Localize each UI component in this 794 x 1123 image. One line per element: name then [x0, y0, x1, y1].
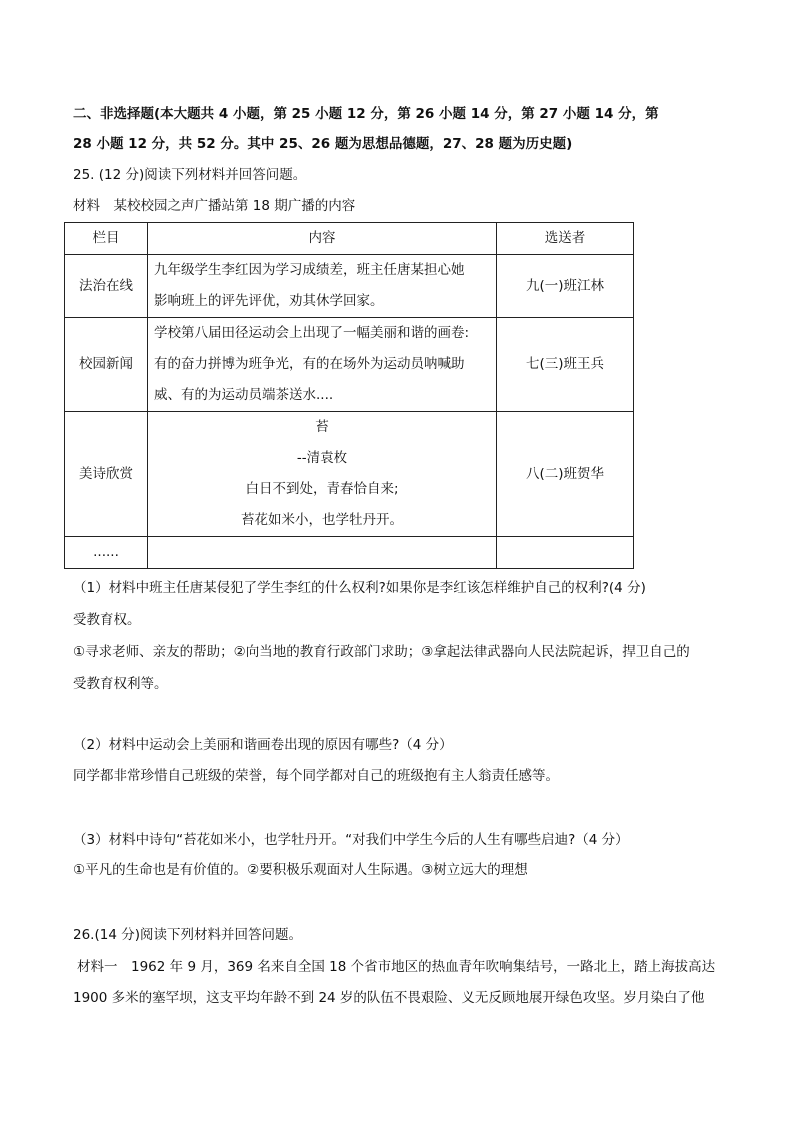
content-line: 威、有的为运动员端茶送水....: [154, 387, 334, 403]
q26-material-line: 1900 多米的塞罕坝，这支平均年龄不到 24 岁的队伍不畏艰险、义无反顾地展开绿色攻坚。岁月染白了他: [73, 990, 705, 1006]
material-table: [64, 222, 634, 569]
table-header-content: 内容: [148, 223, 497, 255]
q25-sub2-answer: 同学都非常珍惜自己班级的荣誉，每个同学都对自己的班级抱有主人翁责任感等。: [73, 768, 559, 784]
table-cell-sender: 七(三)班王兵: [497, 318, 634, 412]
q26-title: 26.(14 分)阅读下列材料并回答问题。: [73, 927, 302, 943]
q25-sub1-answer-line: 受教育权。: [73, 612, 141, 628]
table-row: [65, 412, 634, 537]
table-cell-sender: 九(一)班江林: [497, 255, 634, 318]
q25-sub3-question: （3）材料中诗句“苔花如米小，也学牡丹开。“对我们中学生今后的人生有哪些启迪?（4 分）: [73, 832, 629, 848]
table-cell-column: 美诗欣赏: [65, 412, 148, 537]
table-cell-content: [148, 318, 497, 412]
table-header-row: [65, 223, 634, 255]
poem-line: 苔花如米小，也学牡丹开。: [241, 512, 403, 528]
table-header-sender: 选送者: [497, 223, 634, 255]
table-cell-sender: 八(二)班贺华: [497, 412, 634, 537]
q25-title: 25. (12 分)阅读下列材料并回答问题。: [73, 167, 307, 183]
table-row: [65, 537, 634, 569]
table-cell-poem: [148, 412, 497, 537]
table-cell-sender: [497, 537, 634, 569]
table-cell-column: 法治在线: [65, 255, 148, 318]
section-heading-line-2: 28 小题 12 分，共 52 分。其中 25、26 题为思想品德题，27、28 题为历史题): [73, 136, 573, 152]
content-line: 有的奋力拼博为班争光，有的在场外为运动员呐喊助: [154, 356, 465, 372]
q26-material-line: 材料一 1962 年 9 月，369 名来自全国 18 个省市地区的热血青年吹响集结号，一路北上，踏上海拔高达: [77, 959, 716, 975]
content-line: 学校第八届田径运动会上出现了一幅美丽和谐的画卷:: [154, 325, 470, 341]
poem-title: 苔: [315, 419, 329, 435]
q25-sub1-question: （1）材料中班主任唐某侵犯了学生李红的什么权利?如果你是李红该怎样维护自己的权利?(4 分): [73, 580, 646, 596]
q25-sub1-answer-line: 受教育权利等。: [73, 676, 168, 692]
table-header-column: 栏目: [65, 223, 148, 255]
content-line: 影响班上的评先评优，劝其休学回家。: [154, 293, 384, 309]
q25-sub1-answer-line: ①寻求老师、亲友的帮助；②向当地的教育行政部门求助；③拿起法律武器向人民法院起诉，捍卫自己的: [73, 644, 690, 660]
table-row: [65, 255, 634, 318]
q25-sub3-answer: ①平凡的生命也是有价值的。②要积极乐观面对人生际遇。③树立远大的理想: [73, 862, 528, 878]
table-cell-content: [148, 255, 497, 318]
q25-sub2-question: （2）材料中运动会上美丽和谐画卷出现的原因有哪些?（4 分）: [73, 737, 453, 753]
q25-material-caption: 材料 某校校园之声广播站第 18 期广播的内容: [73, 198, 356, 214]
poem-author: --清袁枚: [296, 450, 348, 466]
table-row: [65, 318, 634, 412]
table-cell-content: [148, 537, 497, 569]
table-cell-column: ......: [65, 537, 148, 569]
table-cell-column: 校园新闻: [65, 318, 148, 412]
section-heading-line-1: 二、非选择题(本大题共 4 小题，第 25 小题 12 分，第 26 小题 14 分，第 27 小题 14 分，第: [73, 106, 659, 122]
poem-line: 白日不到处，青春恰自来;: [245, 481, 399, 497]
content-line: 九年级学生李红因为学习成绩差，班主任唐某担心她: [154, 262, 465, 278]
